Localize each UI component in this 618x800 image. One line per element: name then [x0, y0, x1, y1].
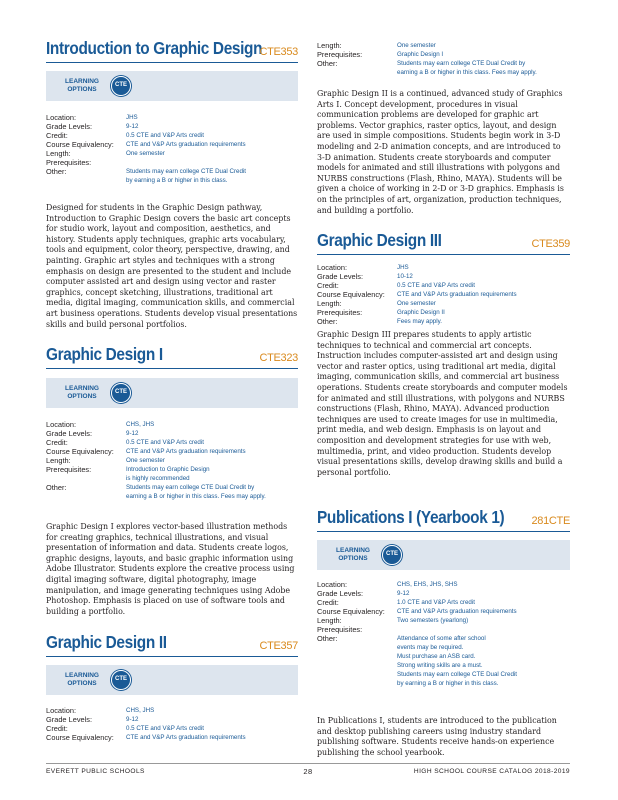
course-description: Designed for students in the Graphic Design pathway, Introduction to Graphic Design covers the basic art concepts for studio work, layout and composition, aesthetics, and history. Students apply techniques, graphic arts vocabulary, tools and equipment, color theory, perspective, drawing, and painting. Graphic art styles and techniques with a strong emphasis on design are presented to the student and include computer assisted art and design using vector and raster graphics, concept sketching, illustrations, traditional art media, digital imaging, communication skills, and commercial art business operations. Students develop visual presentations skills and build personal portfolios. [46, 203, 298, 329]
learning-options-label: LEARNING OPTIONS [65, 385, 99, 400]
cte-badge-icon: CTE [111, 76, 131, 96]
course-header [46, 628, 298, 657]
learning-options-band [46, 71, 298, 101]
course-title: Publications I (Yearbook 1) [317, 507, 505, 527]
learning-options-band [317, 540, 570, 570]
course-header [317, 503, 570, 532]
course-code: CTE357 [259, 640, 298, 652]
course-info-table: Location: CHS, EHS, JHS, SHS Grade Levels: 9-12 Credit: 1.0 CTE and V&P Arts credit Course Equivalency: CTE and V&P Arts graduation requirements Length: Two semesters (yearlong) Prerequisites: Other: Attendance of some after school events may be required. Must purchase an ASB card. Strong writing skills are a must. Students may earn college CTE Dual Credit by earning a B or higher in this class. [317, 580, 518, 687]
course-description: Graphic Design II is a continued, advanced study of Graphics Arts I. Concept development, procedures in visual communication problems are developed for graphic art problems. Vector graphics, raster optics, layout, and design are used in simple compositions. Students begin work in 3-D modeling and 2-D animation concepts, and are introduced to 3-D animation. Students create storyboards and computer models for animated and still illustrations with polygons and NURBS constructions (Flash, Rhino, MAYA). Students will be given a choice of working in 2-D or 3-D graphics. Emphasis is on the principles of art, organization, production techniques, and building a portfolio. [317, 89, 564, 215]
course-code: CTE359 [531, 238, 570, 250]
course-info-table: Location: CHS, JHS Grade Levels: 9-12 Credit: 0.5 CTE and V&P Arts credit Course Equivalency: CTE and V&P Arts graduation requirements Length: One semester Prerequisites: Introduction to Graphic Design is highly recommended Other: Students may earn college CTE Dual Credit by earning a B or higher in this class. Fees may apply. [46, 420, 266, 500]
cte-badge-icon: CTE [111, 383, 131, 403]
learning-options-band [46, 378, 298, 408]
course-code: CTE323 [259, 352, 298, 364]
page-footer [46, 763, 570, 778]
footer-catalog-title: HIGH SCHOOL COURSE CATALOG 2018-2019 [413, 768, 570, 775]
learning-options-label: LEARNING OPTIONS [65, 78, 99, 93]
learning-options-label: LEARNING OPTIONS [65, 672, 99, 687]
course-info-table: Location: JHS Grade Levels: 9-12 Credit: 0.5 CTE and V&P Arts credit Course Equivalency: CTE and V&P Arts graduation requirements Length: One semester Prerequisites: Other: Students may earn college CTE Dual Credit by earning a B or higher in this class. [46, 113, 247, 184]
course-description: In Publications I, students are introduced to the publication and desktop publishing careers using industry standard publishing software. Students receive hands-on experience publishing the school yearbook. [317, 716, 557, 757]
footer-district: EVERETT PUBLIC SCHOOLS [46, 768, 145, 775]
course-info-table: Location: JHS Grade Levels: 10-12 Credit: 0.5 CTE and V&P Arts credit Course Equivalency: CTE and V&P Arts graduation requirements Length: One semester Prerequisites: Graphic Design II Other: Fees may apply. [317, 263, 517, 326]
course-title: Graphic Design II [46, 632, 167, 652]
course-description: Graphic Design I explores vector-based illustration methods for creating graphics, technical illustrations, and visual presentation of information and data. Students create logos, graphic designs, layouts, and basic graphic information using Adobe Illustrator. Students explore the creative process using digital imaging software, digital photography, image manipulation, and image generating techniques using Adobe Photoshop. Emphasis is placed on use of software tools and building a portfolio. [46, 522, 295, 616]
course-description: Graphic Design III prepares students to apply artistic techniques to technical and commercial art concepts. Instruction includes computer-assisted art and design using vector and raster optics, using traditional art media, digital imaging, communication skills, and commercial art business operations. Students create storyboards and computer models for animated and still illustrations, with polygons and NURBS constructions (Flash, Rhino, MAYA). Advanced production techniques are used to create images for use in multimedia, print media, and web design. Emphasis is on layout and composition and development strategies for use with web, multimedia, print, and video production. Students develop visual presentations skills, develop drawing skills and build a personal portfolio. [317, 330, 568, 477]
page-number: 28 [303, 767, 313, 776]
cte-badge-icon: CTE [111, 670, 131, 690]
learning-options-band [46, 665, 298, 695]
course-info-table-continued: Length: One semester Prerequisites: Graphic Design I Other: Students may earn college CTE Dual Credit by earning a B or higher in this class. Fees may apply. [317, 41, 537, 76]
course-code: CTE353 [259, 46, 298, 58]
course-header [46, 34, 298, 63]
course-header [317, 226, 570, 255]
course-title: Introduction to Graphic Design [46, 38, 263, 58]
course-header [46, 340, 298, 369]
learning-options-label: LEARNING OPTIONS [336, 547, 370, 562]
course-code: 281CTE [531, 515, 570, 527]
course-title: Graphic Design I [46, 344, 163, 364]
course-title: Graphic Design III [317, 230, 442, 250]
course-info-table: Location: CHS, JHS Grade Levels: 9-12 Credit: 0.5 CTE and V&P Arts credit Course Equivalency: CTE and V&P Arts graduation requirements [46, 706, 246, 742]
cte-badge-icon: CTE [382, 545, 402, 565]
